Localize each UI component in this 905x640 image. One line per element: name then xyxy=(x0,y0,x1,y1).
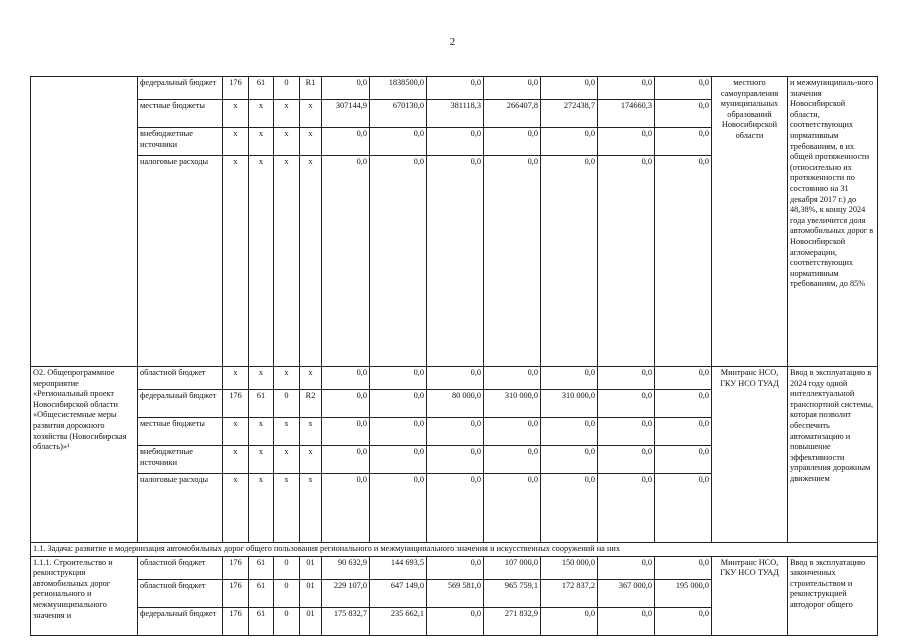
code-cell: х xyxy=(249,418,274,446)
amount-cell: 0,0 xyxy=(370,128,427,156)
code-cell: 01 xyxy=(300,607,322,635)
amount-cell: 0,0 xyxy=(541,418,598,446)
funding-source-cell: областной бюджет xyxy=(138,367,223,390)
code-cell: х xyxy=(300,367,322,390)
amount-cell: 150 000,0 xyxy=(541,556,598,579)
code-cell: 176 xyxy=(223,607,249,635)
code-cell: 01 xyxy=(300,579,322,607)
funding-source-cell: федеральный бюджет xyxy=(138,607,223,635)
amount-cell: 0,0 xyxy=(655,100,712,128)
amount-cell: 0,0 xyxy=(598,128,655,156)
amount-cell: 0,0 xyxy=(370,446,427,474)
measure-name-cell: 1.1.1. Строительство и реконструкция автомобильных дорог регионального и межмуниципального значения и xyxy=(31,556,138,635)
funding-source-cell: налоговые расходы xyxy=(138,474,223,543)
code-cell: 176 xyxy=(223,579,249,607)
amount-cell: 0,0 xyxy=(655,156,712,367)
amount-cell: 229 107,0 xyxy=(322,579,370,607)
amount-cell: 965 759,1 xyxy=(484,579,541,607)
amount-cell: 80 000,0 xyxy=(427,390,484,418)
code-cell: х xyxy=(249,156,274,367)
amount-cell: 367 000,0 xyxy=(598,579,655,607)
code-cell: 0 xyxy=(274,77,300,100)
code-cell: х xyxy=(274,128,300,156)
code-cell: х xyxy=(249,128,274,156)
amount-cell: 0,0 xyxy=(484,418,541,446)
code-cell: х xyxy=(249,446,274,474)
amount-cell: 0,0 xyxy=(598,367,655,390)
funding-source-cell: местные бюджеты xyxy=(138,100,223,128)
amount-cell: 0,0 xyxy=(541,474,598,543)
amount-cell: 0,0 xyxy=(655,77,712,100)
code-cell: х xyxy=(249,474,274,543)
amount-cell: 0,0 xyxy=(598,556,655,579)
code-cell: х xyxy=(300,128,322,156)
amount-cell: 0,0 xyxy=(655,418,712,446)
code-cell: 0 xyxy=(274,607,300,635)
amount-cell: 0,0 xyxy=(322,128,370,156)
code-cell: R2 xyxy=(300,390,322,418)
amount-cell: 0,0 xyxy=(541,77,598,100)
amount-cell: 0,0 xyxy=(484,367,541,390)
funding-source-cell: областной бюджет xyxy=(138,579,223,607)
amount-cell: 271 832,9 xyxy=(484,607,541,635)
amount-cell: 0,0 xyxy=(322,156,370,367)
code-cell: х xyxy=(300,418,322,446)
funding-source-cell: внебюджетные источники xyxy=(138,446,223,474)
code-cell: х xyxy=(274,156,300,367)
code-cell: 176 xyxy=(223,77,249,100)
code-cell: х xyxy=(249,367,274,390)
amount-cell: 0,0 xyxy=(598,77,655,100)
code-cell: х xyxy=(223,474,249,543)
funding-source-cell: местные бюджеты xyxy=(138,418,223,446)
amount-cell: 0,0 xyxy=(322,77,370,100)
code-cell: х xyxy=(300,446,322,474)
amount-cell: 0,0 xyxy=(427,446,484,474)
amount-cell: 0,0 xyxy=(427,607,484,635)
code-cell: х xyxy=(274,474,300,543)
amount-cell: 195 000,0 xyxy=(655,579,712,607)
amount-cell: 0,0 xyxy=(322,390,370,418)
amount-cell: 0,0 xyxy=(370,367,427,390)
amount-cell: 0,0 xyxy=(322,446,370,474)
amount-cell: 0,0 xyxy=(541,367,598,390)
table-row xyxy=(31,367,878,390)
amount-cell: 0,0 xyxy=(598,390,655,418)
code-cell: х xyxy=(223,418,249,446)
amount-cell: 0,0 xyxy=(598,474,655,543)
funding-source-cell: областной бюджет xyxy=(138,556,223,579)
result-cell: Ввод в эксплуатацию законченных строительством и реконструкцией автодорог общего xyxy=(788,556,878,635)
executor-cell: Минтранс НСО, ГКУ НСО ТУАД xyxy=(712,556,788,635)
amount-cell: 670130,0 xyxy=(370,100,427,128)
program-table xyxy=(30,76,878,636)
amount-cell: 647 149,0 xyxy=(370,579,427,607)
amount-cell: 0,0 xyxy=(427,367,484,390)
amount-cell: 272438,7 xyxy=(541,100,598,128)
code-cell: х xyxy=(300,100,322,128)
code-cell: 61 xyxy=(249,607,274,635)
amount-cell: 144 693,5 xyxy=(370,556,427,579)
amount-cell: 307144,9 xyxy=(322,100,370,128)
funding-source-cell: федеральный бюджет xyxy=(138,390,223,418)
amount-cell: 569 581,0 xyxy=(427,579,484,607)
amount-cell: 0,0 xyxy=(370,156,427,367)
code-cell: 0 xyxy=(274,579,300,607)
amount-cell: 0,0 xyxy=(655,607,712,635)
amount-cell: 175 832,7 xyxy=(322,607,370,635)
code-cell: х xyxy=(274,418,300,446)
measure-name-cell: О2. Общепрограммное мероприятие «Региональный проект Новосибирской области «Общесистемные меры развития дорожного хозяйства (Новосибирская область)»¹ xyxy=(31,367,138,543)
amount-cell: 0,0 xyxy=(655,474,712,543)
amount-cell: 0,0 xyxy=(484,474,541,543)
code-cell: х xyxy=(223,446,249,474)
page-number: 2 xyxy=(449,36,456,48)
code-cell: х xyxy=(274,446,300,474)
amount-cell: 266407,8 xyxy=(484,100,541,128)
code-cell: 176 xyxy=(223,556,249,579)
task-heading: 1.1. Задача: развитие и модернизация автомобильных дорог общего пользования регионального и межмуниципального значения и искусственных сооружений на них xyxy=(31,543,878,557)
amount-cell: 0,0 xyxy=(370,418,427,446)
amount-cell: 0,0 xyxy=(655,390,712,418)
executor-cell: местного самоуправления муниципальных образований Новосибирской области xyxy=(712,77,788,367)
amount-cell: 0,0 xyxy=(427,474,484,543)
result-cell: Ввод в эксплуатацию в 2024 году одной интеллектуальной транспортной системы, которая позволит обеспечить автоматизацию и повышение эффективности управления дорожным движением xyxy=(788,367,878,543)
task-row xyxy=(31,543,878,557)
amount-cell: 0,0 xyxy=(370,390,427,418)
amount-cell: 0,0 xyxy=(484,128,541,156)
amount-cell: 0,0 xyxy=(541,607,598,635)
amount-cell: 0,0 xyxy=(598,156,655,367)
measure-name-cell xyxy=(31,77,138,367)
amount-cell: 174660,3 xyxy=(598,100,655,128)
funding-source-cell: внебюджетные источники xyxy=(138,128,223,156)
amount-cell: 0,0 xyxy=(427,418,484,446)
amount-cell: 0,0 xyxy=(655,556,712,579)
amount-cell: 310 000,0 xyxy=(541,390,598,418)
amount-cell: 107 000,0 xyxy=(484,556,541,579)
code-cell: 0 xyxy=(274,556,300,579)
amount-cell: 0,0 xyxy=(484,156,541,367)
amount-cell: 0,0 xyxy=(322,418,370,446)
amount-cell: 1838500,0 xyxy=(370,77,427,100)
amount-cell: 0,0 xyxy=(655,446,712,474)
funding-source-cell: федеральный бюджет xyxy=(138,77,223,100)
amount-cell: 0,0 xyxy=(484,446,541,474)
amount-cell: 381118,3 xyxy=(427,100,484,128)
code-cell: 0 xyxy=(274,390,300,418)
amount-cell: 0,0 xyxy=(322,367,370,390)
amount-cell: 0,0 xyxy=(541,446,598,474)
code-cell: 01 xyxy=(300,556,322,579)
amount-cell: 90 632,9 xyxy=(322,556,370,579)
code-cell: х xyxy=(274,367,300,390)
table-row xyxy=(31,77,878,100)
amount-cell: 0,0 xyxy=(427,77,484,100)
code-cell: 61 xyxy=(249,390,274,418)
amount-cell: 0,0 xyxy=(427,128,484,156)
amount-cell: 0,0 xyxy=(322,474,370,543)
code-cell: R1 xyxy=(300,77,322,100)
code-cell: х xyxy=(223,156,249,367)
result-cell: и межмуниципаль-ного значения Новосибирской области, соответствующих нормативным требованиям, в их общей протяженности (относительно их протяженности по состоянию на 31 декабря 2017 г.) до 48,38%, к концу 2024 года увеличится доля автомобильных дорог в Новосибирской агломерации, соответствующих нормативным требованиям, до 85% xyxy=(788,77,878,367)
amount-cell: 0,0 xyxy=(598,607,655,635)
code-cell: 176 xyxy=(223,390,249,418)
code-cell: х xyxy=(300,474,322,543)
code-cell: х xyxy=(223,100,249,128)
amount-cell: 310 000,0 xyxy=(484,390,541,418)
amount-cell: 0,0 xyxy=(427,156,484,367)
amount-cell: 0,0 xyxy=(598,446,655,474)
code-cell: х xyxy=(223,367,249,390)
code-cell: 61 xyxy=(249,579,274,607)
amount-cell: 0,0 xyxy=(541,156,598,367)
code-cell: х xyxy=(249,100,274,128)
amount-cell: 0,0 xyxy=(598,418,655,446)
code-cell: х xyxy=(274,100,300,128)
amount-cell: 0,0 xyxy=(655,367,712,390)
amount-cell: 0,0 xyxy=(541,128,598,156)
executor-cell: Минтранс НСО, ГКУ НСО ТУАД xyxy=(712,367,788,543)
code-cell: 61 xyxy=(249,556,274,579)
funding-source-cell: налоговые расходы xyxy=(138,156,223,367)
amount-cell: 0,0 xyxy=(370,474,427,543)
code-cell: 61 xyxy=(249,77,274,100)
amount-cell: 235 662,1 xyxy=(370,607,427,635)
code-cell: х xyxy=(300,156,322,367)
amount-cell: 172 837,2 xyxy=(541,579,598,607)
amount-cell: 0,0 xyxy=(427,556,484,579)
amount-cell: 0,0 xyxy=(655,128,712,156)
amount-cell: 0,0 xyxy=(484,77,541,100)
table-row xyxy=(31,556,878,579)
code-cell: х xyxy=(223,128,249,156)
